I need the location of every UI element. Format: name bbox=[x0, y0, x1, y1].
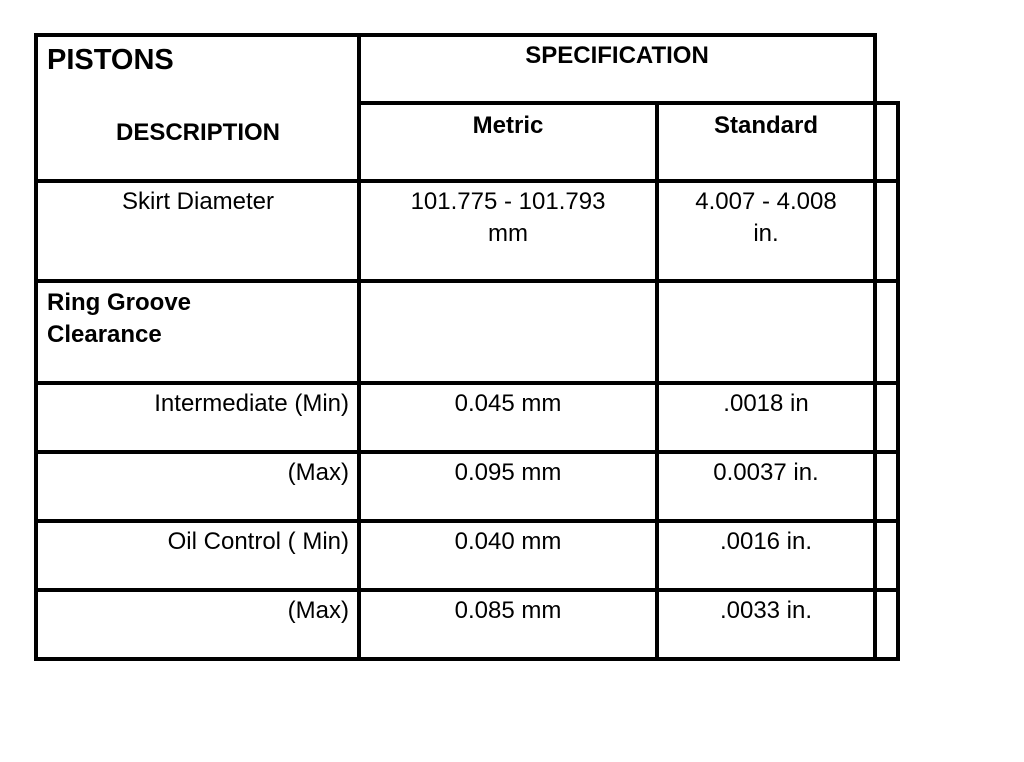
table-row-metric: 0.040 mm bbox=[454, 528, 562, 555]
table-row-description: (Max) bbox=[287, 597, 349, 624]
table-row-metric: 0.095 mm bbox=[454, 459, 562, 486]
row-divider bbox=[34, 519, 900, 523]
table-row-description: Skirt Diameter bbox=[121, 188, 275, 215]
description-header: DESCRIPTION bbox=[115, 119, 280, 146]
table-row-section-heading: Ring Groove bbox=[47, 289, 192, 316]
table-title: PISTONS bbox=[47, 44, 174, 76]
table-row-metric: 101.775 - 101.793 bbox=[410, 188, 606, 215]
metric-header: Metric bbox=[472, 112, 544, 139]
table-row-section-heading: Clearance bbox=[47, 321, 162, 348]
table-border-right bbox=[896, 101, 900, 661]
table-row-standard: 0.0037 in. bbox=[713, 459, 819, 486]
table-border-top bbox=[34, 33, 877, 37]
table-row-metric: mm bbox=[488, 220, 528, 247]
column-divider-metric bbox=[655, 101, 659, 661]
row-divider bbox=[34, 588, 900, 592]
table-row-metric: 0.085 mm bbox=[454, 597, 562, 624]
standard-header: Standard bbox=[713, 112, 818, 139]
table-row-standard: in. bbox=[753, 220, 779, 247]
table-row-metric: 0.045 mm bbox=[454, 390, 562, 417]
row-divider bbox=[34, 381, 900, 385]
header-divider bbox=[358, 101, 900, 105]
row-divider bbox=[34, 179, 900, 183]
table-row-description: Oil Control ( Min) bbox=[167, 528, 349, 555]
table-row-standard: .0018 in bbox=[723, 390, 809, 417]
spec-header-right-border bbox=[873, 33, 877, 661]
table-row-description: Intermediate (Min) bbox=[154, 390, 349, 417]
row-divider bbox=[34, 279, 900, 283]
table-row-standard: .0033 in. bbox=[719, 597, 813, 624]
table-row-standard: 4.007 - 4.008 bbox=[695, 188, 837, 215]
table-row-standard: .0016 in. bbox=[719, 528, 813, 555]
spec-header: SPECIFICATION bbox=[525, 42, 709, 69]
table-border-bottom bbox=[34, 657, 900, 661]
table-row-description: (Max) bbox=[287, 459, 349, 486]
row-divider bbox=[34, 450, 900, 454]
